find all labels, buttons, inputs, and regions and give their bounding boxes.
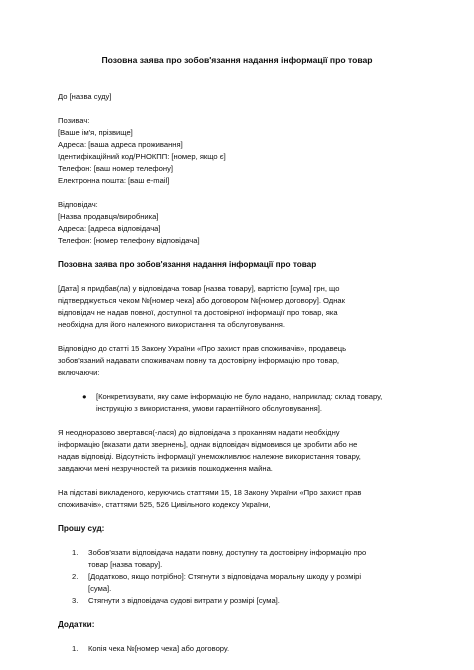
defendant-label: Відповідач: xyxy=(58,200,98,209)
list-item-line: [Конкретизувати, яку саме інформацію не було надано, наприклад: склад товару, xyxy=(96,392,383,401)
plaintiff-name: [Ваше ім'я, прізвище] xyxy=(58,128,133,137)
facts-paragraph xyxy=(58,283,416,331)
paragraph-line: підтверджується чеком №[номер чека] або договором №[номер договору]. Однак xyxy=(58,296,345,305)
paragraph-line: Я неодноразово звертався(-лася) до відповідача з проханням надати необхідну xyxy=(58,428,340,437)
list-item-line: товар [назва товару]. xyxy=(88,560,163,569)
grounds-paragraph xyxy=(58,487,416,511)
appeals-paragraph xyxy=(58,427,416,475)
list-item-line: Зобов'язати відповідача надати повну, доступну та достовірну інформацію про xyxy=(88,548,367,557)
section-heading: Позовна заява про зобов'язання надання інформації про товар xyxy=(58,260,317,269)
plaintiff-phone: Телефон: [ваш номер телефону] xyxy=(58,164,173,173)
request-list xyxy=(58,547,416,607)
defendant-name: [Назва продавця/виробника] xyxy=(58,212,159,221)
paragraph-line: [Дата] я придбав(ла) у відповідача товар [назва товару], вартістю [сума] грн, що xyxy=(58,284,340,293)
paragraph-line: включаючи: xyxy=(58,368,100,377)
law-paragraph xyxy=(58,343,416,379)
list-item xyxy=(82,391,416,415)
list-item-line: інструкцію з використання, умови гарантійного обслуговування]. xyxy=(96,404,323,413)
paragraph-line: Відповідно до статті 15 Закону України «Про захист прав споживачів», продавець xyxy=(58,344,347,353)
plaintiff-email: Електронна пошта: [ваш e-mail] xyxy=(58,176,170,185)
paragraph-line: завдаючи мені незручностей та ризиків пошкодження майна. xyxy=(58,464,273,473)
paragraph-line: надав відповіді. Відсутність інформації унеможливлює належне використання товару, xyxy=(58,452,361,461)
list-item-line: [сума]. xyxy=(88,584,112,593)
paragraph-line: необхідна для його належного використання та обслуговування. xyxy=(58,320,285,329)
plaintiff-address: Адреса: [ваша адреса проживання] xyxy=(58,140,183,149)
list-item-number: 2. xyxy=(72,572,79,581)
paragraph-line: інформацію [вказати дати звернень], однак відповідач відмовився це зробити або не xyxy=(58,440,358,449)
paragraph-line: споживачів», статтями 525, 526 Цивільного кодексу України, xyxy=(58,500,271,509)
attachments-heading: Додатки: xyxy=(58,620,95,629)
list-item xyxy=(72,547,416,571)
list-item-line: Стягнути з відповідача судові витрати у розмірі [сума]. xyxy=(88,596,280,605)
plaintiff-block xyxy=(58,115,416,187)
list-item-line: [Додатково, якщо потрібно]: Стягнути з відповідача моральну шкоду у розмірі xyxy=(88,572,362,581)
plaintiff-tax-id: Ідентифікаційний код/РНОКПП: [номер, якщо є] xyxy=(58,152,226,161)
list-item xyxy=(72,643,416,655)
list-item xyxy=(72,571,416,595)
bullet-icon: ● xyxy=(82,392,87,401)
defendant-block xyxy=(58,199,416,247)
defendant-phone: Телефон: [номер телефону відповідача] xyxy=(58,236,200,245)
defendant-address: Адреса: [адреса відповідача] xyxy=(58,224,161,233)
paragraph-line: На підставі викладеного, керуючись статтями 15, 18 Закону України «Про захист прав xyxy=(58,488,362,497)
list-item-number: 1. xyxy=(72,548,79,557)
info-bullet-list xyxy=(58,391,416,415)
court-addressee: До [назва суду] xyxy=(58,92,112,101)
list-item-number: 3. xyxy=(72,596,79,605)
paragraph-line: відповідач не надав повної, доступної та достовірної інформації про товар, яка xyxy=(58,308,338,317)
list-item-number: 1. xyxy=(72,644,79,653)
attachments-list xyxy=(58,643,416,655)
request-heading: Прошу суд: xyxy=(58,524,105,533)
paragraph-line: зобов'язаний надавати споживачам повну та достовірну інформацію про товар, xyxy=(58,356,340,365)
list-item-line: Копія чека №[номер чека] або договору. xyxy=(88,644,230,653)
plaintiff-label: Позивач: xyxy=(58,116,90,125)
list-item xyxy=(72,595,416,607)
document-title: Позовна заява про зобов'язання надання інформації про товар xyxy=(101,55,373,65)
